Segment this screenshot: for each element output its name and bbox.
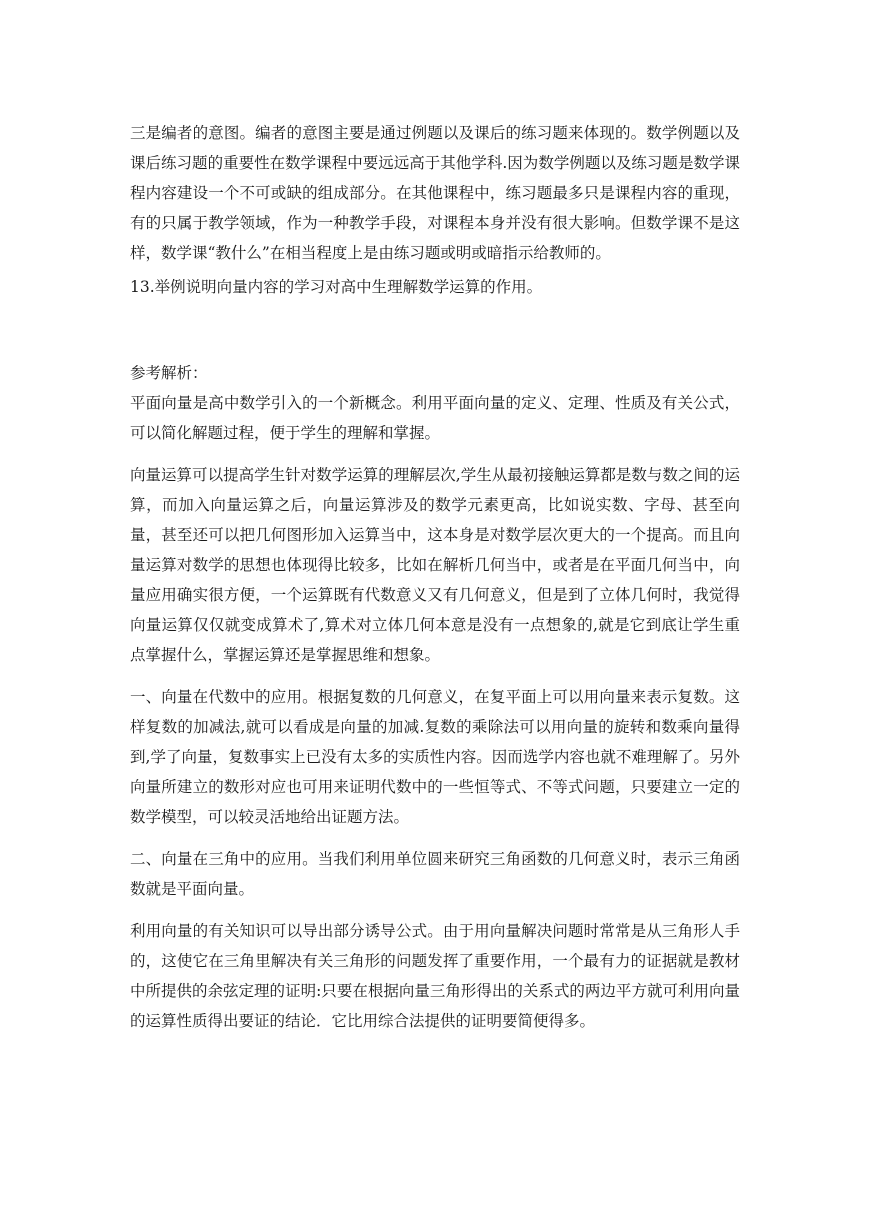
intro-paragraph: 三是编者的意图。编者的意图主要是通过例题以及课后的练习题来体现的。数学例题以及课后练习题的重要性在数学课程中要远远高于其他学科.因为数学例题以及练习题是数学课程内容建设一个不可或缺的组成部分。在其他课程中，练习题最多只是课程内容的重现，有的只属于教学领域，作为一种教学手段，对课程本身并没有很大影响。但数学课不是这样，数学课“教什么”在相当程度上是由练习题或明或暗指示给教师的。 bbox=[130, 124, 740, 262]
answer-paragraph-4: 二、向量在三角中的应用。当我们利用单位圆来研究三角函数的几何意义时，表示三角函数就是平面向量。 bbox=[130, 850, 740, 898]
answer-paragraph-5: 利用向量的有关知识可以导出部分诱导公式。由于用向量解决问题时常常是从三角形人手的，这使它在三角里解决有关三角形的问题发挥了重要作用，一个最有力的证据就是教材中所提供的余弦定理的证明:只要在根据向量三角形得出的关系式的两边平方就可利用向量的运算性质得出要证的结论．它比用综合法提供的证明要简便得多。 bbox=[130, 922, 740, 1030]
answer-paragraph-2: 向量运算可以提高学生针对数学运算的理解层次,学生从最初接触运算都是数与数之间的运算，而加入向量运算之后，向量运算涉及的数学元素更高，比如说实数、字母、甚至向量，甚至还可以把几何图形加入运算当中，这本身是对数学层次更大的一个提高。而且向量运算对数学的思想也体现得比较多，比如在解析几何当中，或者是在平面几何当中，向量应用确实很方便，一个运算既有代数意义又有几何意义，但是到了立体几何时，我觉得向量运算仅仅就变成算术了,算术对立体几何本意是没有一点想象的,就是它到底让学生重点掌握什么，掌握运算还是掌握思维和想象。 bbox=[130, 466, 740, 664]
answer-paragraph-3: 一、向量在代数中的应用。根据复数的几何意义，在复平面上可以用向量来表示复数。这样复数的加减法,就可以看成是向量的加减.复数的乘除法可以用向量的旋转和数乘向量得到,学了向量，复数事实上已没有太多的实质性内容。因而选学内容也就不难理解了。另外向量所建立的数形对应也可用来证明代数中的一些恒等式、不等式问题，只要建立一定的数学模型，可以较灵活地给出证题方法。 bbox=[130, 688, 740, 826]
answer-label: 参考解析： bbox=[130, 364, 208, 382]
question-text: 13.举例说明向量内容的学习对高中生理解数学运算的作用。 bbox=[130, 278, 543, 296]
document-page bbox=[130, 118, 740, 1036]
answer-paragraph-1: 平面向量是高中数学引入的一个新概念。利用平面向量的定义、定理、性质及有关公式，可以简化解题过程，便于学生的理解和掌握。 bbox=[130, 394, 740, 442]
